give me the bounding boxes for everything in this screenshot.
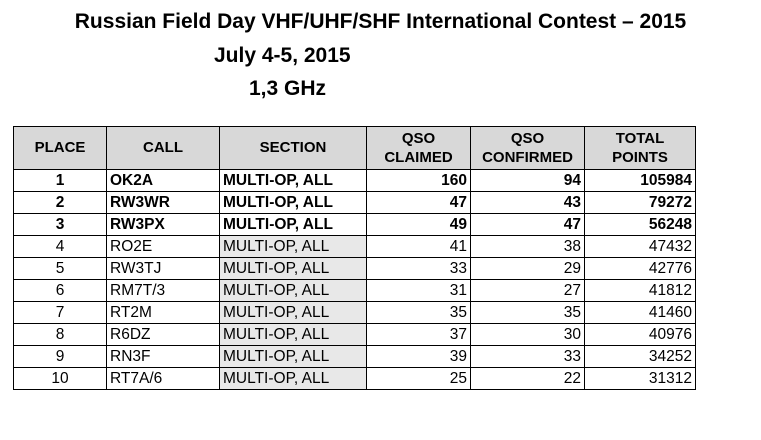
total-points-cell: 79272 [585, 192, 696, 214]
results-table [13, 126, 696, 390]
contest-date: July 4-5, 2015 [214, 44, 351, 67]
total-points-cell: 41460 [585, 302, 696, 324]
section-cell: MULTI-OP, ALL [220, 192, 367, 214]
table-row [14, 302, 696, 324]
qso-confirmed-cell: 38 [471, 236, 585, 258]
call-cell: RW3TJ [107, 258, 220, 280]
col-header-total-points [585, 127, 696, 170]
call-cell: RW3WR [107, 192, 220, 214]
qso-claimed-cell: 33 [367, 258, 471, 280]
qso-claimed-cell: 35 [367, 302, 471, 324]
col-header-qso-claimed [367, 127, 471, 170]
qso-confirmed-cell: 35 [471, 302, 585, 324]
section-cell: MULTI-OP, ALL [220, 302, 367, 324]
qso-claimed-cell: 160 [367, 170, 471, 192]
place-cell: 9 [14, 346, 107, 368]
col-header-qso-confirmed-line2: CONFIRMED [482, 149, 573, 166]
place-cell: 7 [14, 302, 107, 324]
table-row [14, 280, 696, 302]
qso-confirmed-cell: 29 [471, 258, 585, 280]
col-header-section [220, 127, 367, 170]
section-cell: MULTI-OP, ALL [220, 170, 367, 192]
total-points-cell: 42776 [585, 258, 696, 280]
section-cell: MULTI-OP, ALL [220, 324, 367, 346]
call-cell: R6DZ [107, 324, 220, 346]
qso-claimed-cell: 49 [367, 214, 471, 236]
section-cell: MULTI-OP, ALL [220, 258, 367, 280]
col-header-qso-confirmed [471, 127, 585, 170]
table-row [14, 258, 696, 280]
place-cell: 5 [14, 258, 107, 280]
table-row [14, 324, 696, 346]
call-cell: OK2A [107, 170, 220, 192]
total-points-cell: 105984 [585, 170, 696, 192]
qso-confirmed-cell: 22 [471, 368, 585, 390]
col-header-call [107, 127, 220, 170]
call-cell: RN3F [107, 346, 220, 368]
total-points-cell: 40976 [585, 324, 696, 346]
qso-confirmed-cell: 94 [471, 170, 585, 192]
col-header-section-label: SECTION [259, 139, 327, 156]
table-row [14, 368, 696, 390]
place-cell: 4 [14, 236, 107, 258]
qso-claimed-cell: 47 [367, 192, 471, 214]
place-cell: 6 [14, 280, 107, 302]
place-cell: 10 [14, 368, 107, 390]
section-cell: MULTI-OP, ALL [220, 346, 367, 368]
qso-confirmed-cell: 33 [471, 346, 585, 368]
qso-confirmed-cell: 27 [471, 280, 585, 302]
call-cell: RO2E [107, 236, 220, 258]
col-header-call-label: CALL [143, 139, 183, 156]
table-row [14, 170, 696, 192]
total-points-cell: 56248 [585, 214, 696, 236]
call-cell: RM7T/3 [107, 280, 220, 302]
table-row [14, 192, 696, 214]
qso-confirmed-cell: 47 [471, 214, 585, 236]
col-header-total-line2: POINTS [612, 149, 668, 166]
qso-confirmed-cell: 43 [471, 192, 585, 214]
col-header-qso-claimed-line1: QSO [401, 130, 436, 147]
total-points-cell: 47432 [585, 236, 696, 258]
total-points-cell: 31312 [585, 368, 696, 390]
qso-claimed-cell: 39 [367, 346, 471, 368]
call-cell: RT7A/6 [107, 368, 220, 390]
qso-claimed-cell: 25 [367, 368, 471, 390]
place-cell: 1 [14, 170, 107, 192]
header-row [14, 127, 696, 170]
section-cell: MULTI-OP, ALL [220, 214, 367, 236]
qso-claimed-cell: 41 [367, 236, 471, 258]
qso-claimed-cell: 37 [367, 324, 471, 346]
section-cell: MULTI-OP, ALL [220, 236, 367, 258]
qso-confirmed-cell: 30 [471, 324, 585, 346]
col-header-place [14, 127, 107, 170]
col-header-place-label: PLACE [34, 139, 86, 156]
call-cell: RT2M [107, 302, 220, 324]
place-cell: 3 [14, 214, 107, 236]
table-row [14, 346, 696, 368]
col-header-qso-claimed-line2: CLAIMED [384, 149, 453, 166]
band-label: 1,3 GHz [249, 77, 327, 100]
document-title: Russian Field Day VHF/UHF/SHF International Contest – 2015 [74, 10, 687, 33]
total-points-cell: 34252 [585, 346, 696, 368]
place-cell: 2 [14, 192, 107, 214]
place-cell: 8 [14, 324, 107, 346]
qso-claimed-cell: 31 [367, 280, 471, 302]
col-header-qso-confirmed-line1: QSO [510, 130, 545, 147]
table-row [14, 214, 696, 236]
results-table-header [14, 127, 696, 170]
col-header-total-line1: TOTAL [615, 130, 665, 147]
call-cell: RW3PX [107, 214, 220, 236]
total-points-cell: 41812 [585, 280, 696, 302]
section-cell: MULTI-OP, ALL [220, 368, 367, 390]
table-row [14, 236, 696, 258]
results-table-body [14, 170, 696, 390]
section-cell: MULTI-OP, ALL [220, 280, 367, 302]
